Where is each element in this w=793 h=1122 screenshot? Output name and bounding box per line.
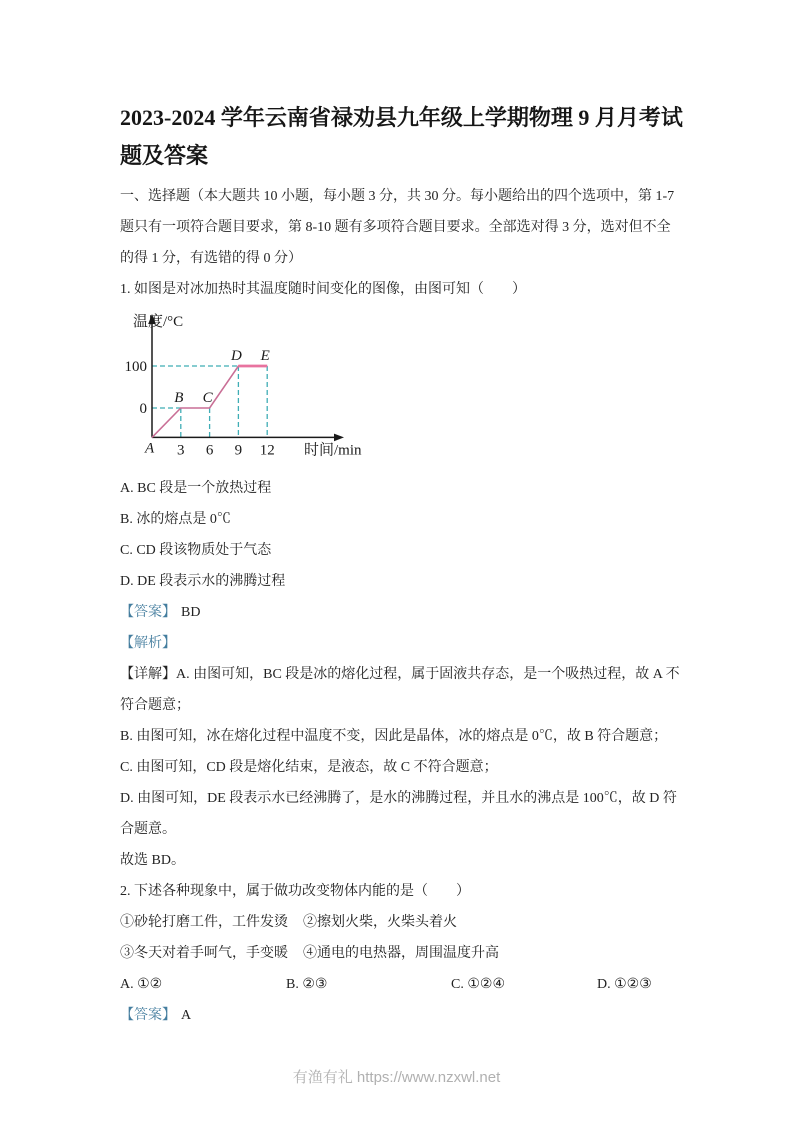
q2-item-2: ②擦划火柴，火柴头着火 (303, 915, 457, 930)
q2-items-row-2 (120, 938, 686, 969)
q1-detail-line-3: B. 由图可知，冰在熔化过程中温度不变，因此是晶体，冰的熔点是 0℃，故 B 符合题意； (120, 729, 668, 744)
title-line-2: 题及答案 (120, 143, 209, 168)
instructions-line-3: 的得 1 分，有选错的得 0 分） (120, 251, 302, 266)
q1-detail-line-7: 故选 BD。 (120, 853, 185, 868)
chart-y-tick: 100 (124, 359, 147, 375)
chart-y-tick: 0 (139, 401, 147, 417)
q2-answer-row (120, 1000, 686, 1031)
q1-option-a: A. BC 段是一个放热过程 (120, 481, 272, 496)
q1-detail (120, 659, 686, 876)
q1-analysis-label: 【解析】 (120, 636, 176, 651)
q2-option-c: C. ①②④ (451, 977, 505, 992)
chart-point-label: A (145, 440, 155, 457)
instructions-line-1: 一、选择题（本大题共 10 小题，每小题 3 分，共 30 分。每小题给出的四个选项中，第 1-7 (120, 189, 675, 204)
q2-option-d: D. ①②③ (597, 977, 652, 992)
chart-x-axis-title: 时间/min (304, 442, 362, 459)
q1-detail-line-2: 符合题意； (120, 698, 190, 713)
q1-detail-line-6: 合题意。 (120, 822, 176, 837)
section-instructions (120, 181, 686, 274)
q2-answer-value: A (181, 1008, 192, 1023)
q1-detail-line-1: 【详解】A. 由图可知，BC 段是冰的熔化过程，属于固液共存态，是一个吸热过程，故 A 不 (120, 667, 680, 682)
q2-item-1: ①砂轮打磨工件，工件发烫 (120, 915, 288, 930)
q1-detail-line-5: D. 由图可知，DE 段表示水已经沸腾了，是水的沸腾过程，并且水的沸点是 100℃，故 D 符 (120, 791, 677, 806)
question-2-text: 2. 下述各种现象中，属于做功改变物体内能的是（ ） (120, 884, 470, 899)
chart-x-tick: 9 (234, 442, 243, 459)
question-1-text: 1. 如图是对冰加热时其温度随时间变化的图像，由图可知（ ） (120, 282, 526, 297)
chart-svg (122, 313, 412, 465)
q2-item-3: ③冬天对着手呵气，手变暖 (120, 946, 288, 961)
q2-answer-label: 【答案】 (120, 1008, 176, 1023)
q1-answer-row (120, 597, 686, 628)
chart-y-axis-title: 温度/°C (133, 314, 184, 330)
footer-note: 有渔有礼 https://www.nzxwl.net (292, 1069, 501, 1086)
q2-option-b: B. ②③ (286, 977, 328, 992)
chart-x-tick: 12 (259, 442, 275, 459)
chart-x-tick: 3 (177, 442, 185, 459)
instructions-line-2: 题只有一项符合题目要求，第 8-10 题有多项符合题目要求。全部选对得 3 分，选对但不全 (120, 220, 671, 235)
title-line-1: 2023-2024 学年云南省禄劝县九年级上学期物理 9 月月考试 (120, 105, 683, 130)
chart-point-label: B (174, 390, 184, 406)
temperature-time-chart (122, 313, 412, 465)
chart-point-label: D (230, 348, 242, 364)
q1-option-d: D. DE 段表示水的沸腾过程 (120, 574, 286, 589)
exam-document (120, 99, 686, 1031)
chart-point-label: C (202, 390, 213, 406)
chart-point-label: E (260, 348, 270, 364)
q1-answer-value: BD (181, 605, 201, 620)
chart-x-tick: 6 (205, 442, 214, 459)
q2-options-row (120, 969, 686, 1000)
chart-x-arrow (334, 434, 344, 442)
q2-option-a: A. ①② (120, 977, 163, 992)
q2-items-row-1 (120, 907, 686, 938)
q1-option-c: C. CD 段该物质处于气态 (120, 543, 272, 558)
q1-option-b: B. 冰的熔点是 0℃ (120, 512, 231, 527)
page-title (120, 99, 686, 175)
q1-detail-line-4: C. 由图可知，CD 段是熔化结束，是液态，故 C 不符合题意； (120, 760, 498, 775)
q2-item-4: ④通电的电热器，周围温度升高 (303, 946, 499, 961)
q1-answer-label: 【答案】 (120, 605, 176, 620)
